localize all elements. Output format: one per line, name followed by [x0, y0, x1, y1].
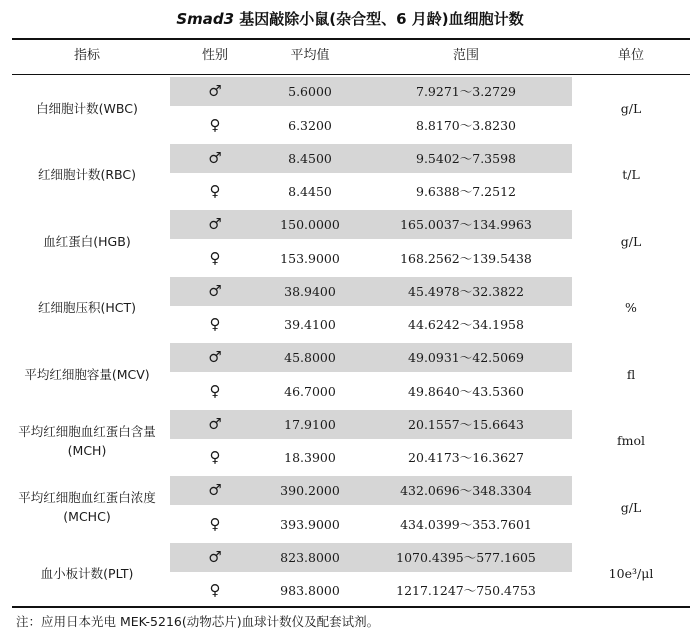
sex-symbol: ♀	[209, 182, 221, 200]
mean-value: 39.4100	[284, 317, 336, 332]
sex-symbol: ♀	[209, 315, 221, 333]
indicator-label: 红细胞计数(RBC)	[37, 167, 137, 183]
range-value: 20.1557～15.6643	[408, 416, 524, 432]
mean-value: 390.2000	[280, 483, 340, 498]
table-title	[0, 6, 700, 32]
unit-label: 10e³/μl	[608, 566, 654, 582]
sex-symbol: ♂	[208, 481, 222, 499]
indicator-label: 血红蛋白(HGB)	[43, 233, 131, 249]
indicator-label: 平均红细胞血红蛋白浓度(MCHC)	[18, 490, 156, 525]
header-indicator: 指标	[73, 48, 100, 63]
range-value: 20.4173～16.3627	[408, 450, 524, 465]
unit-label: g/L	[620, 233, 642, 249]
mean-value: 38.9400	[284, 283, 336, 299]
mean-value: 150.0000	[280, 217, 340, 232]
unit-label: g/L	[620, 499, 642, 515]
range-value: 434.0399～353.7601	[400, 516, 532, 532]
range-value: 165.0037～134.9963	[400, 217, 532, 232]
range-value: 44.6242～34.1958	[408, 317, 524, 332]
sex-symbol: ♂	[208, 281, 222, 300]
title-text: 基因敲除小鼠(杂合型、6 月龄)血细胞计数	[234, 10, 524, 28]
mean-value: 983.8000	[280, 583, 340, 598]
sex-symbol: ♀	[209, 514, 221, 533]
indicator-label: 白细胞计数(WBC)	[36, 100, 138, 116]
mean-value: 8.4450	[288, 184, 332, 199]
mean-value: 17.9100	[284, 416, 336, 432]
header-unit: 单位	[617, 48, 644, 63]
mean-value: 153.9000	[280, 250, 340, 266]
mean-value: 45.8000	[284, 350, 336, 365]
unit-label: fmol	[616, 433, 645, 449]
range-value: 7.9271～3.2729	[416, 84, 516, 99]
sex-symbol: ♀	[209, 115, 221, 134]
sex-symbol: ♀	[209, 448, 221, 466]
indicator-label: 血小板计数(PLT)	[40, 566, 134, 582]
range-value: 9.5402～7.3598	[416, 150, 516, 166]
mean-value: 46.7000	[284, 383, 336, 399]
range-value: 168.2562～139.5438	[400, 250, 532, 266]
title-gene: Smad3	[176, 10, 235, 28]
range-value: 9.6388～7.2512	[416, 184, 516, 199]
sex-symbol: ♂	[208, 348, 222, 366]
mean-value: 393.9000	[280, 516, 340, 532]
footnote: 注：应用日本光电 MEK-5216(动物芯片)血球计数仪及配套试剂。	[16, 614, 380, 629]
sex-symbol: ♀	[209, 381, 221, 400]
header-range: 范围	[452, 48, 479, 63]
blood-count-table	[12, 38, 690, 608]
sex-symbol: ♂	[208, 82, 222, 100]
indicator-label: 平均红细胞容量(MCV)	[24, 366, 150, 382]
mean-value: 5.6000	[288, 84, 332, 99]
sex-symbol: ♂	[208, 148, 222, 167]
sex-symbol: ♀	[209, 581, 221, 599]
unit-label: t/L	[622, 167, 640, 183]
sex-symbol: ♂	[208, 414, 222, 433]
sex-symbol: ♂	[208, 547, 222, 566]
range-value: 49.8640～43.5360	[408, 383, 524, 399]
sex-symbol: ♂	[208, 215, 222, 233]
range-value: 45.4978～32.3822	[408, 283, 524, 299]
range-value: 49.0931～42.5069	[408, 350, 524, 365]
header-sex: 性别	[201, 48, 228, 63]
indicator-label: 平均红细胞血红蛋白含量(MCH)	[18, 423, 156, 458]
mean-value: 823.8000	[280, 549, 340, 565]
range-value: 1070.4395～577.1605	[396, 549, 536, 565]
indicator-label: 红细胞压积(HCT)	[37, 300, 137, 316]
sex-symbol: ♀	[209, 248, 221, 267]
range-value: 1217.1247～750.4753	[396, 583, 536, 598]
unit-label: g/L	[620, 100, 642, 116]
header-mean: 平均值	[290, 48, 330, 63]
mean-value: 6.3200	[288, 117, 332, 133]
mean-value: 18.3900	[284, 450, 336, 465]
unit-label: fl	[626, 366, 636, 382]
mean-value: 8.4500	[288, 150, 332, 166]
range-value: 8.8170～3.8230	[416, 117, 516, 133]
unit-label: %	[625, 300, 637, 316]
range-value: 432.0696～348.3304	[400, 483, 532, 498]
